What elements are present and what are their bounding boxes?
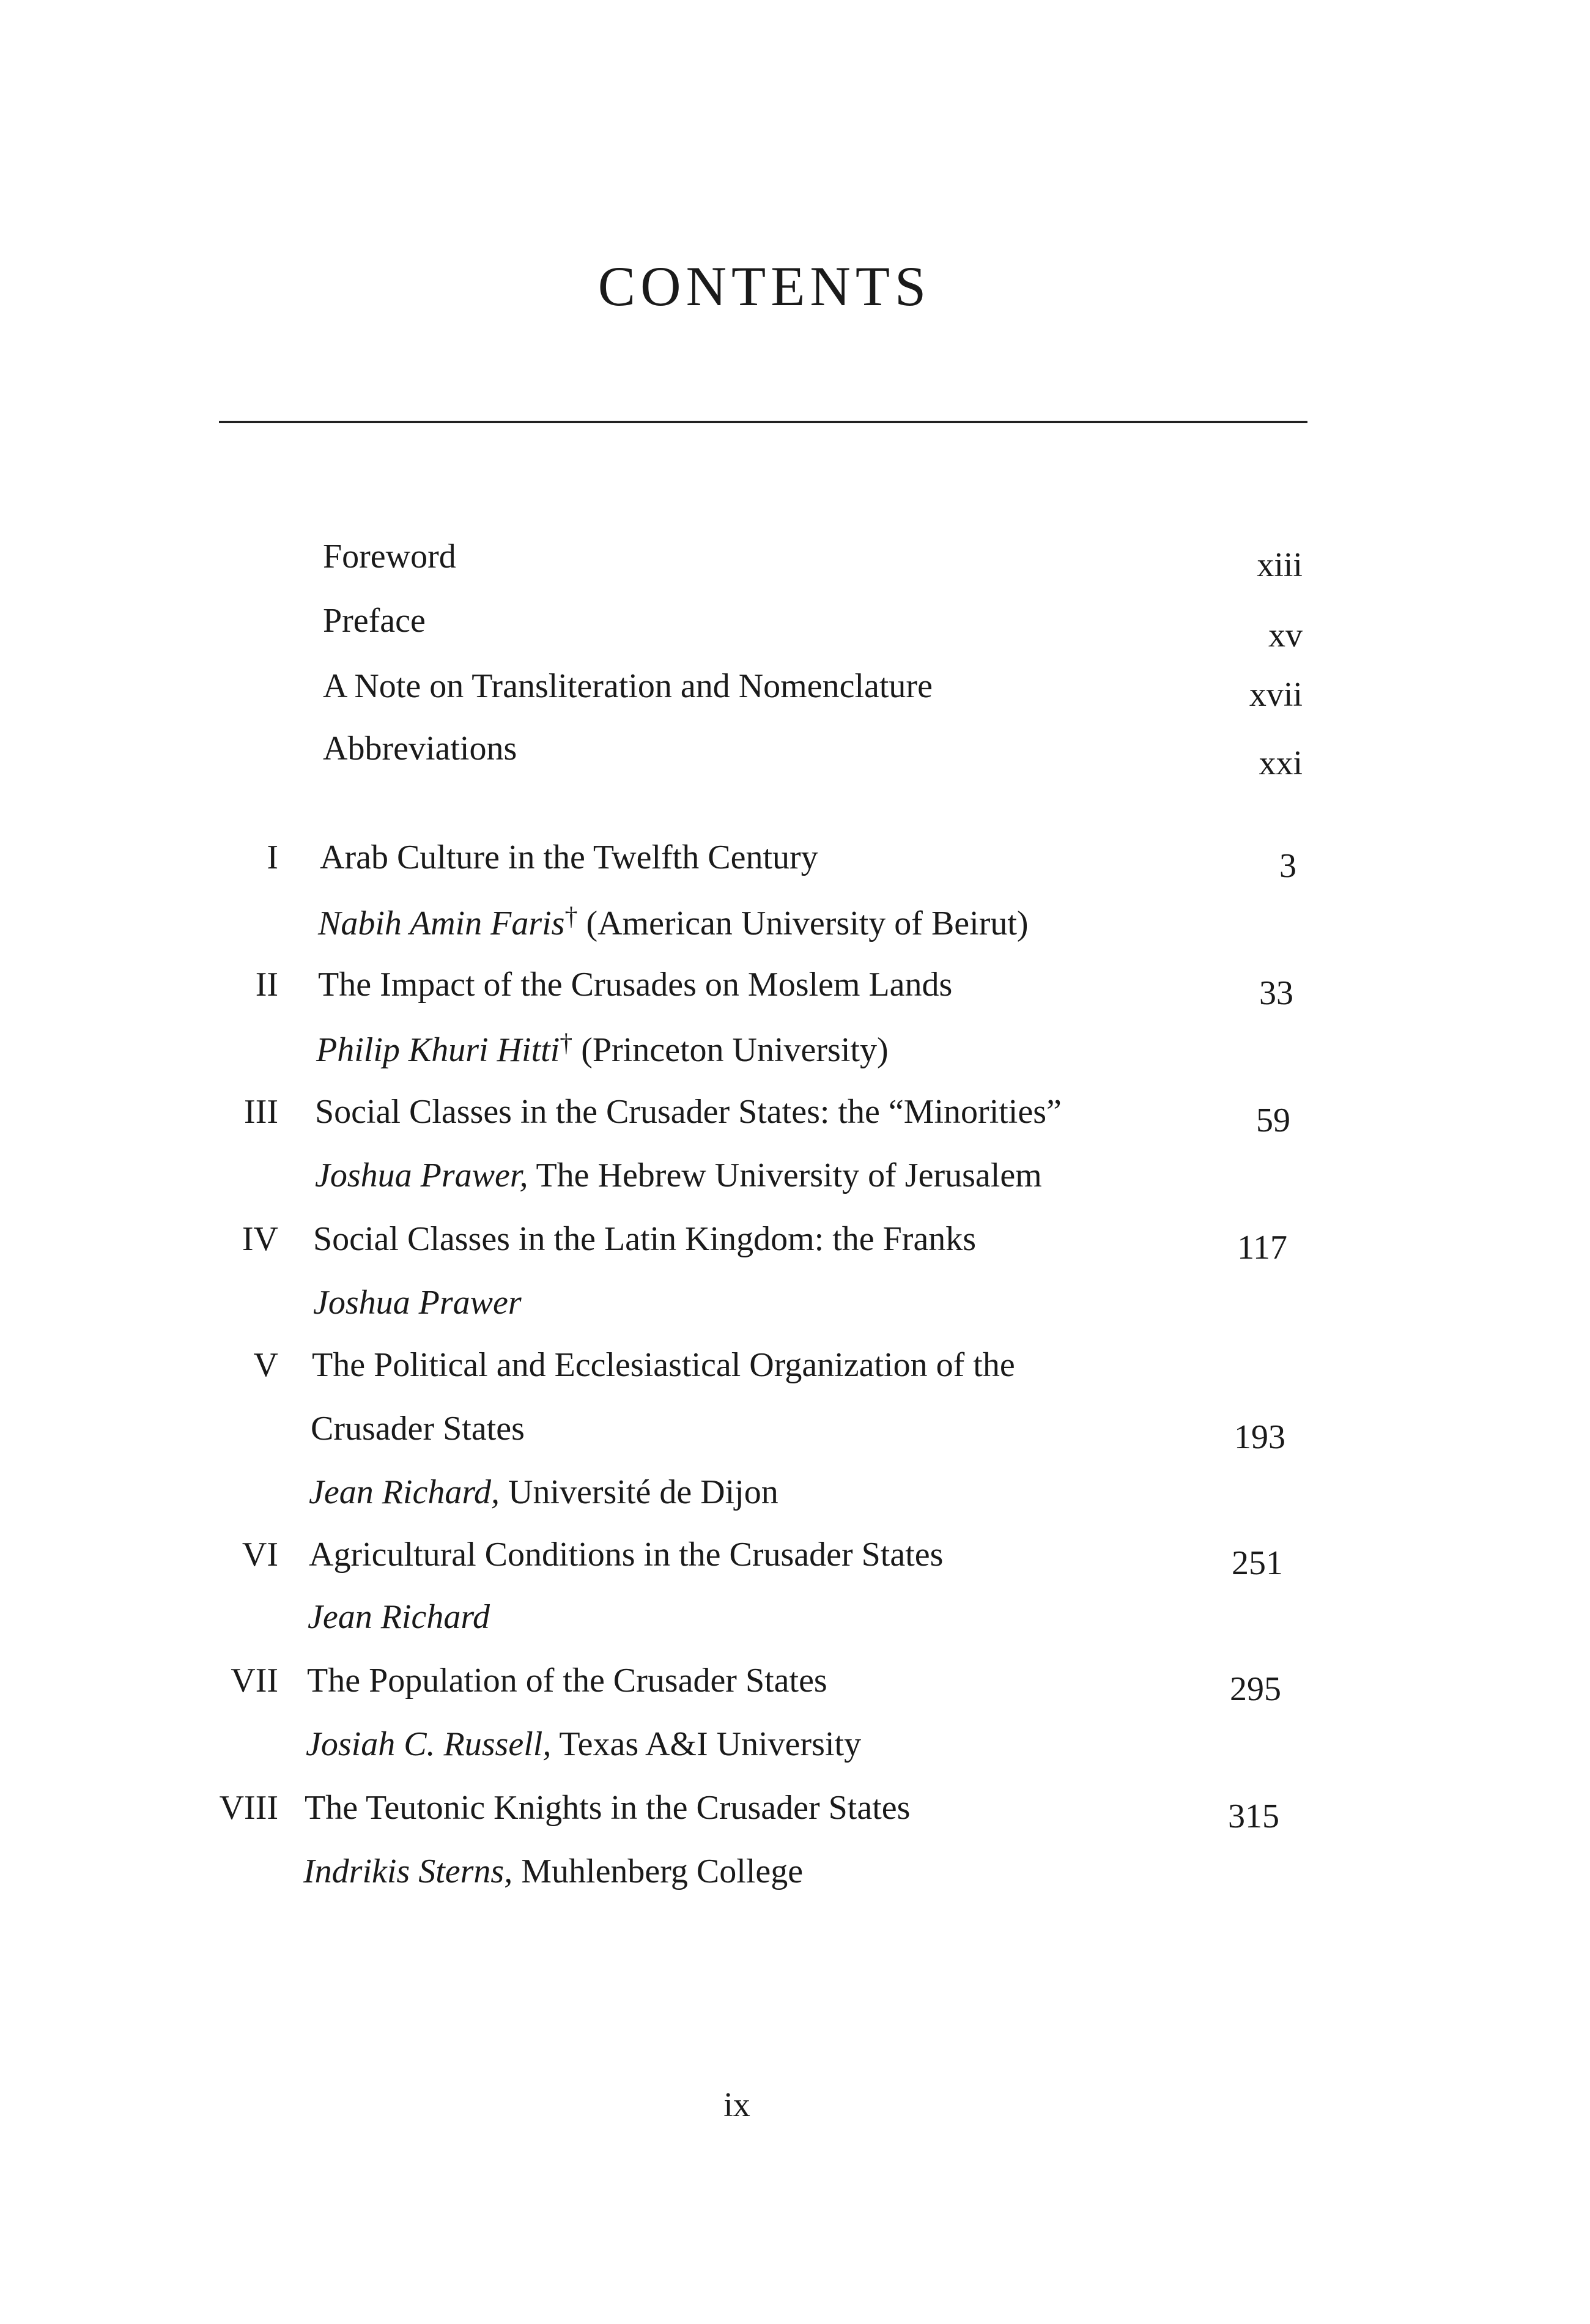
chapter-1-author-line [0,902,1590,951]
chapter-page: 251 [1232,1544,1283,1582]
entry-title: Abbreviations [323,730,517,768]
folio-page-number: ix [723,2086,750,2124]
entry-title: Foreword [323,538,456,575]
chapter-page: 33 [1259,974,1293,1012]
toc-chapter-6[interactable] [0,1535,1590,1584]
chapter-title-line1: The Political and Ecclesiastical Organization of the [312,1346,1015,1384]
chapter-page: 3 [1279,847,1296,885]
toc-entry-foreword[interactable] [0,537,1590,586]
chapter-page: 193 [1234,1418,1285,1456]
toc-chapter-8[interactable] [0,1788,1590,1837]
toc-entry-transliteration-note[interactable] [0,667,1590,716]
entry-page: xvii [1249,676,1303,714]
author-affiliation: (Princeton University) [572,1031,889,1069]
chapter-title: Agricultural Conditions in the Crusader States [309,1536,944,1574]
author-name: Jean Richard, [309,1473,500,1511]
author-affiliation: Muhlenberg College [512,1852,804,1890]
chapter-page: 295 [1230,1670,1281,1708]
chapter-title: The Population of the Crusader States [307,1662,827,1700]
toc-chapter-2[interactable] [0,965,1590,1014]
toc-chapter-1[interactable] [0,838,1590,887]
author-name: Joshua Prawer [313,1284,522,1322]
author-name: Philip Khuri Hitti [316,1031,560,1069]
chapter-8-author-line [0,1852,1590,1901]
chapter-title: Social Classes in the Latin Kingdom: the Franks [313,1220,977,1258]
title-rule [219,421,1307,423]
chapter-numeral: II [255,966,278,1004]
chapter-4-author-line [0,1283,1590,1332]
chapter-title: The Teutonic Knights in the Crusader States [305,1789,911,1827]
chapter-title: Social Classes in the Crusader States: the “Minorities” [315,1093,1062,1131]
chapter-numeral: V [253,1346,278,1384]
chapter-numeral: VI [242,1536,278,1574]
entry-page: xiii [1257,546,1303,584]
toc-chapter-5-continued[interactable] [0,1409,1590,1458]
toc-entry-preface[interactable] [0,601,1590,654]
chapter-title: Arab Culture in the Twelfth Century [320,838,818,876]
author-name: Joshua Prawer, [315,1156,528,1194]
entry-title: A Note on Transliteration and Nomenclature [323,667,933,705]
chapter-6-author-line [0,1597,1590,1646]
toc-entry-abbreviations[interactable] [0,729,1590,782]
chapter-page: 117 [1237,1229,1287,1267]
author-affiliation: Texas A&I University [551,1725,862,1763]
chapter-numeral: IV [242,1220,278,1258]
chapter-7-author-line [0,1725,1590,1774]
chapter-page: 315 [1228,1797,1279,1835]
chapter-numeral: III [244,1093,278,1131]
chapter-page: 59 [1256,1101,1290,1139]
toc-chapter-4[interactable] [0,1219,1590,1268]
chapter-numeral: I [267,838,278,876]
author-affiliation: (American University of Beirut) [577,905,1029,942]
author-affiliation: The Hebrew University of Jerusalem [528,1156,1042,1194]
chapter-title: The Impact of the Crusades on Moslem Lands [318,966,953,1004]
author-name: Indrikis Sterns, [303,1852,513,1890]
entry-page: xv [1268,616,1303,654]
chapter-numeral: VII [231,1662,278,1700]
author-name: Jean Richard [308,1598,490,1636]
entry-title: Preface [323,602,426,640]
author-affiliation: Université de Dijon [500,1473,778,1511]
page-title: CONTENTS [597,255,931,317]
chapter-5-author-line [0,1473,1590,1522]
chapter-3-author-line [0,1156,1590,1205]
dagger-mark: † [564,903,578,931]
author-name: Josiah C. Russell, [306,1725,552,1763]
toc-chapter-5[interactable] [0,1345,1590,1394]
entry-page: xxi [1259,744,1303,782]
chapter-2-author-line [0,1029,1590,1078]
author-name: Nabih Amin Faris [318,905,565,942]
dagger-mark: † [560,1029,573,1057]
chapter-numeral: VIII [219,1789,278,1827]
toc-chapter-7[interactable] [0,1661,1590,1710]
chapter-title-line2: Crusader States [311,1410,525,1448]
toc-chapter-3[interactable] [0,1092,1590,1141]
